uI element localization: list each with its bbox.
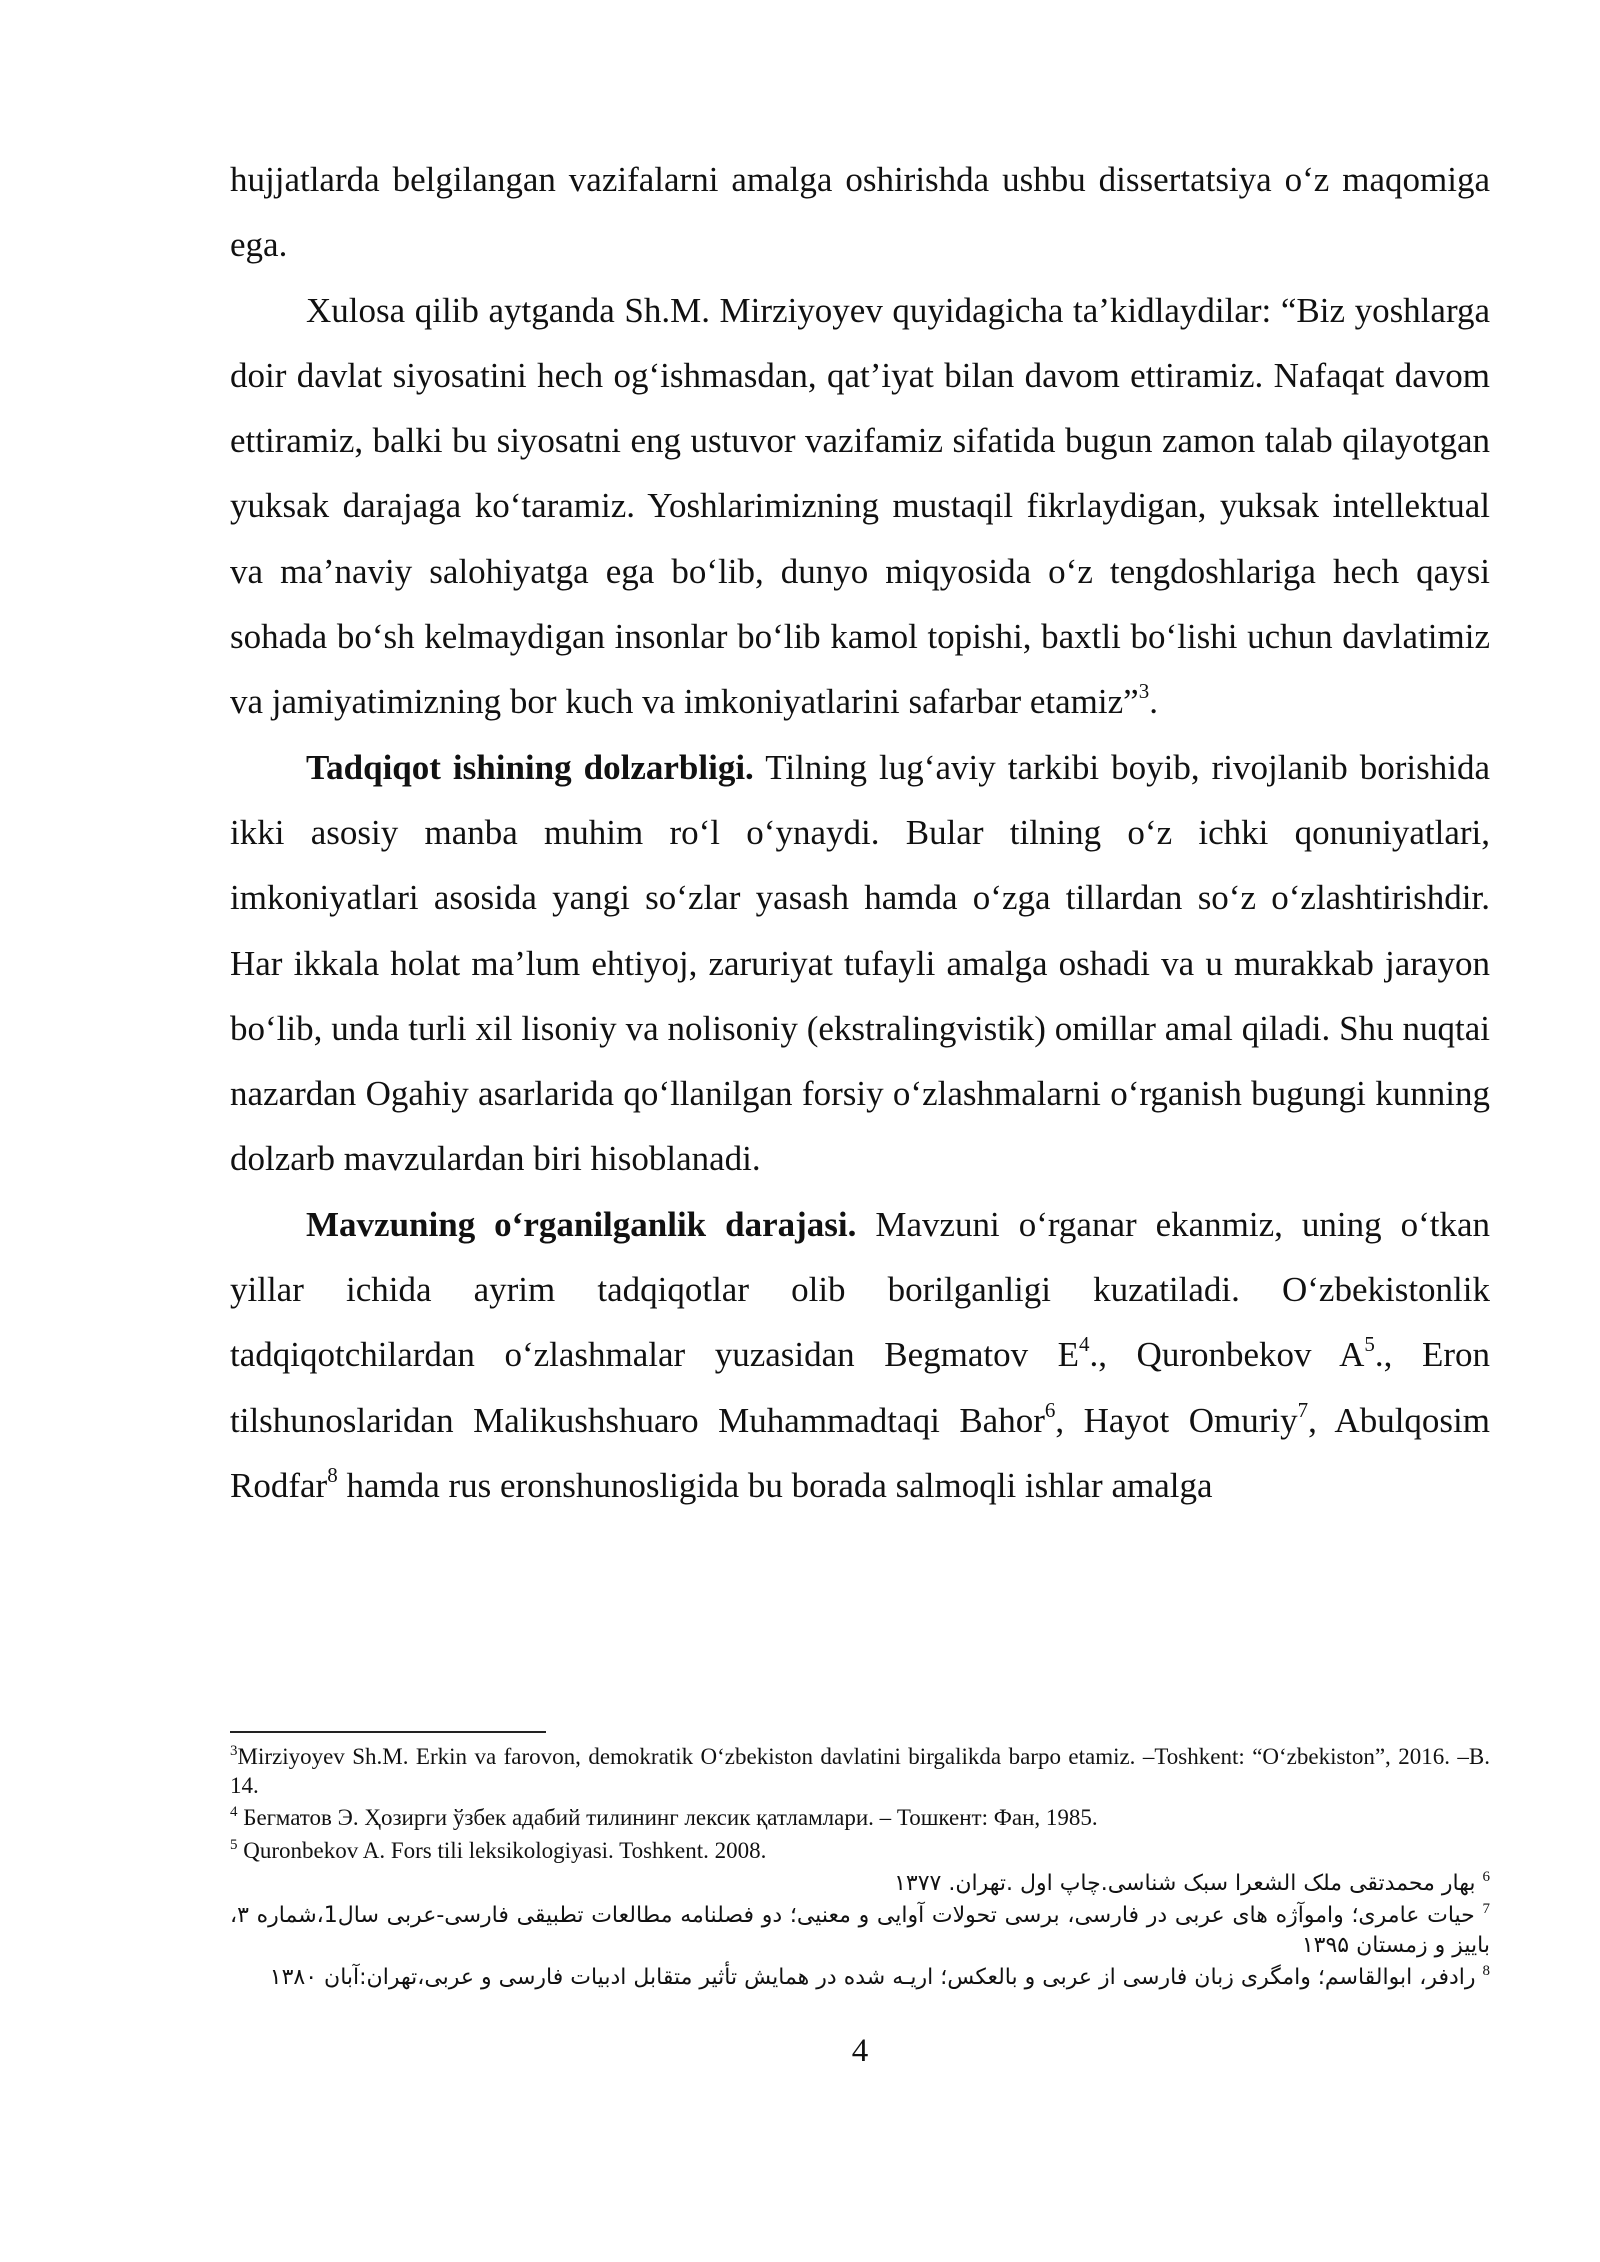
footnote-text: Бегматов Э. Ҳозирги ўзбек адабий тилининг лексик қатламлари. – Тошкент: Фан, 1985.: [237, 1805, 1098, 1830]
paragraph-study-degree: [230, 1192, 1490, 1518]
footnote-4: [230, 1804, 1490, 1833]
footnote-ref-4[interactable]: 4: [1079, 1332, 1090, 1357]
paragraph-continuation: [230, 147, 1490, 278]
footnote-number: 5: [230, 1836, 238, 1853]
footnote-ref-3[interactable]: 3: [1138, 679, 1150, 704]
footnote-6: [230, 1869, 1490, 1899]
footnote-3: [230, 1743, 1490, 1800]
footnote-text: Quronbekov A. Fors tili leksikologiyasi. Toshkent. 2008.: [237, 1837, 767, 1863]
paragraph-2-text: Xulosa qilib aytganda Sh.M. Mirziyoyev quyidagicha ta’kidlaydilar: “Biz yoshlarga doir davlat siyosatini hech og‘ishmasdan, qat’iyat bilan davom ettiramiz. Nafaqat davom ettiramiz, balki bu siyosatni eng ustuvor vazifamiz sifatida bugun zamon talab qilayotgan yuksak darajaga ko‘taramiz. Yoshlarimizning mustaqil fikrlaydigan, yuksak intellektual va ma’naviy salohiyatga ega bo‘lib, dunyo miqyosida o‘z tengdoshlariga hech qaysi sohada bo‘sh kelmaydigan insonlar bo‘lib kamol topishi, baxtli bo‘lishi uchun davlatimiz va jamiyatimizning bor kuch va imkoniyatlarini safarbar etamiz”: [230, 290, 1490, 722]
footnote-number: 6: [1482, 1869, 1490, 1885]
footnote-ref-6[interactable]: 6: [1044, 1397, 1056, 1422]
paragraph-4-text-f: hamda rus eronshunosligida bu borada salmoqli ishlar amalga: [337, 1465, 1213, 1505]
footnote-5: [230, 1837, 1490, 1866]
section-heading-relevance: Tadqiqot ishining dolzarbligi.: [306, 747, 754, 787]
paragraph-2-end: .: [1149, 682, 1158, 722]
footnote-text: Mirziyoyev Sh.M. Erkin va farovon, demokratik O‘zbekiston davlatini birgalikda barpo etamiz. –Toshkent: “O‘zbekiston”, 2016. –B. 14.: [230, 1744, 1490, 1798]
footnote-text: رادفر، ابوالقاسم؛ وامگری زبان فارسی از عربی و بالعکس؛ اریـه شده در همایش تأثیر متقابل ادبیات فارسی و عربی،تهران:آبان ۱۳۸۰: [269, 1965, 1483, 1990]
footnote-number: 7: [1482, 1901, 1490, 1917]
footnotes: [230, 1743, 1490, 1995]
footnote-ref-7[interactable]: 7: [1297, 1397, 1309, 1422]
paragraph-relevance: [230, 735, 1490, 1192]
page-number: 4: [851, 2033, 869, 2069]
footnote-text: حیات عامری؛ واموآژه های عربی در فارسی، برسی تحولات آوایی و معنیی؛ دو فصلنامه مطالعات تطبیقی فارسی-عربی سال1،شماره ۳، باییز و زمستان ۱۳۹۵: [230, 1903, 1490, 1958]
footnote-number: 3: [230, 1743, 238, 1759]
paragraph-4-text-e: , Abulqosim Rodfar: [230, 1400, 1490, 1505]
paragraph-4-text-b: ., Quronbekov A: [1089, 1335, 1365, 1375]
paragraph-4-text-a: Mavzuni o‘rganar ekanmiz, uning o‘tkan yillar ichida ayrim tadqiqotlar olib borilganligi kuzatiladi. O‘zbekistonlik tadqiqotchilardan o‘zlashmalar yuzasidan Begmatov E: [230, 1204, 1490, 1375]
footnote-separator: [230, 1731, 546, 1733]
footnote-text: بهار محمدتقی ملک الشعرا سبک شناسی.چاپ اول .تهران. ۱۳۷۷: [894, 1871, 1483, 1896]
footnote-ref-8[interactable]: 8: [327, 1462, 338, 1487]
footnote-8: [230, 1963, 1490, 1993]
footnote-7: [230, 1901, 1490, 1961]
paragraph-3-text: Tilning lug‘aviy tarkibi boyib, rivojlanib borishida ikki asosiy manba muhim ro‘l o‘ynaydi. Bular tilning o‘z ichki qonuniyatlari, imkoniyatlari asosida yangi so‘zlar yasash hamda o‘zga tillardan so‘z o‘zlashtirishdir. Har ikkala holat ma’lum ehtiyoj, zaruriyat tufayli amalga oshadi va u murakkab jarayon bo‘lib, unda turli xil lisoniy va nolisoniy (ekstralingvistik) omillar amal qiladi. Shu nuqtai nazardan Ogahiy asarlarida qo‘llanilgan forsiy o‘zlashmalarni o‘rganish bugungi kunning dolzarb mavzulardan biri hisoblanadi.: [230, 747, 1490, 1179]
footnote-number: 4: [230, 1804, 238, 1820]
paragraph-1-text: hujjatlarda belgilangan vazifalarni amalga oshirishda ushbu dissertatsiya o‘z maqomiga ega.: [230, 160, 1490, 265]
paragraph-4-text-d: , Hayot Omuriy: [1055, 1400, 1298, 1440]
paragraph-4-text-c: ., Eron tilshunoslaridan Malikushshuaro Muhammadtaqi Bahor: [230, 1335, 1490, 1440]
footnote-ref-5[interactable]: 5: [1364, 1332, 1375, 1357]
footnote-number: 8: [1482, 1963, 1490, 1979]
paragraph-quote: [230, 278, 1490, 735]
section-heading-study-degree: Mavzuning o‘rganilganlik darajasi.: [306, 1204, 857, 1244]
main-text: [230, 147, 1490, 1518]
